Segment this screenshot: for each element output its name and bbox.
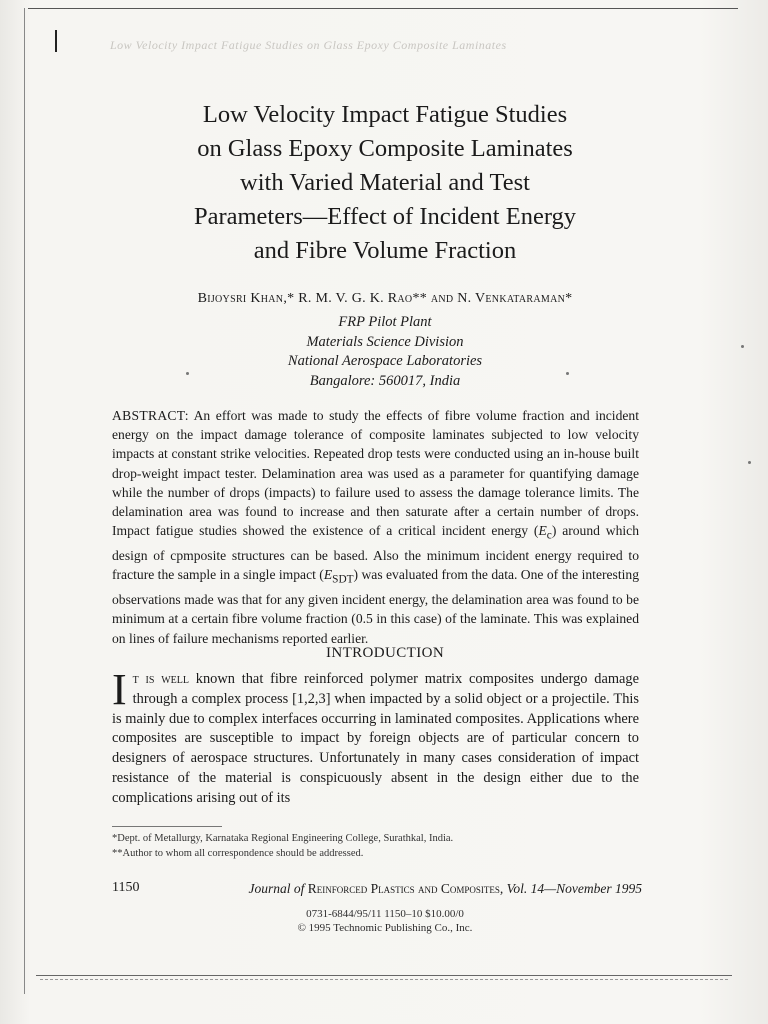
margin-mark <box>55 30 57 52</box>
copyright-block <box>80 907 690 935</box>
journal-name: Reinforced Plastics and Composites <box>307 881 500 896</box>
paper-title <box>80 98 690 268</box>
introduction-paragraph <box>112 665 639 809</box>
affiliation-line: Bangalore: 560017, India <box>309 372 461 389</box>
footnote: **Author to whom all correspondence should be addressed. <box>112 848 364 859</box>
abstract-text: An effort was made to study the effects of fibre volume fraction and incident energy on the impact damage tolerance of composite laminates subjected to low velocity impacts at constant strike velocities. Repeated drop tests were conducted using an in-house built drop-weight impact tester. Delamination area was used as a parameter for quantifying damage while the number of drops (impacts) to failure used to assess the damage tolerance limits. The delamination area was found to increase and then saturate after a certain number of drops. Impact fatigue studies showed the existence of a critical incident energy ( <box>112 408 639 539</box>
journal-prefix: Journal of <box>248 881 308 896</box>
symbol-subscript: SDT <box>332 574 354 587</box>
symbol-critical-energy: E <box>538 523 547 539</box>
left-border-line <box>24 8 25 994</box>
scan-speck <box>566 372 569 375</box>
affiliation-line: FRP Pilot Plant <box>338 314 432 330</box>
title-line: and Fibre Volume Fraction <box>253 237 517 264</box>
issn-line: 0731-6844/95/11 1150–10 $10.00/0 <box>306 908 464 920</box>
footnote: *Dept. of Metallurgy, Karnataka Regional Engineering College, Surathkal, India. <box>112 833 454 844</box>
author-list: Bijoysri Khan,* R. M. V. G. K. Rao** and N. Venkataraman* <box>197 291 573 306</box>
symbol-subscript: c <box>546 529 552 542</box>
scan-speck <box>748 461 751 464</box>
bottom-dashed-line <box>40 979 728 980</box>
scan-speck <box>186 372 189 375</box>
abstract-label: ABSTRACT: <box>112 408 189 423</box>
lead-in: t is well <box>132 671 189 687</box>
scan-speck <box>741 345 744 348</box>
abstract <box>112 406 639 648</box>
section-heading: INTRODUCTION <box>325 645 445 661</box>
intro-text: known that fibre reinforced polymer matrix composites undergo damage through a complex process [1,2,3] when impacted by a solid object or a projectile. This is mainly due to complex interfaces occurring in laminated composites. Applications where composites are susceptible to impact by foreign objects are of particular concern to designers of aerospace structures. Unfortunately in many cases consideration of impact resistance of the material is conspicuously absent in the design either due to the complications arising out of its <box>112 671 639 806</box>
copyright-line: © 1995 Technomic Publishing Co., Inc. <box>297 922 473 934</box>
bottom-border-line <box>36 975 732 976</box>
drop-cap: I <box>112 665 127 714</box>
symbol-sdt-energy: E <box>323 567 333 583</box>
page-number: 1150 <box>112 880 140 895</box>
abstract-text: ) around which design of cpmposite structures can be based. Also the minimum incident energy required to fracture the sample in a single impact ( <box>112 523 640 583</box>
affiliation-line: Materials Science Division <box>306 333 464 350</box>
footnotes <box>112 831 453 861</box>
journal-volume: , Vol. 14—November 1995 <box>499 881 642 896</box>
title-line: Parameters—Effect of Incident Energy <box>193 203 577 230</box>
title-line: on Glass Epoxy Composite Laminates <box>197 135 573 162</box>
title-line: with Varied Material and Test <box>240 169 530 196</box>
top-border-line <box>28 8 738 9</box>
bleed-through-header: Low Velocity Impact Fatigue Studies on Glass Epoxy Composite Laminates <box>110 38 507 52</box>
journal-citation <box>248 881 642 897</box>
abstract-text: ) was evaluated from the data. One of the interesting observations made was that for any given incident energy, the delamination area was found to be minimum at a certain fibre volume fraction (0.5 in this case) of the laminate. This was explained on lines of failure mechanisms reported earlier. <box>112 567 639 646</box>
title-line: Low Velocity Impact Fatigue Studies <box>202 101 568 128</box>
affiliation-line: National Aerospace Laboratories <box>287 353 483 369</box>
footnote-rule <box>112 826 222 827</box>
affiliation <box>80 313 690 391</box>
